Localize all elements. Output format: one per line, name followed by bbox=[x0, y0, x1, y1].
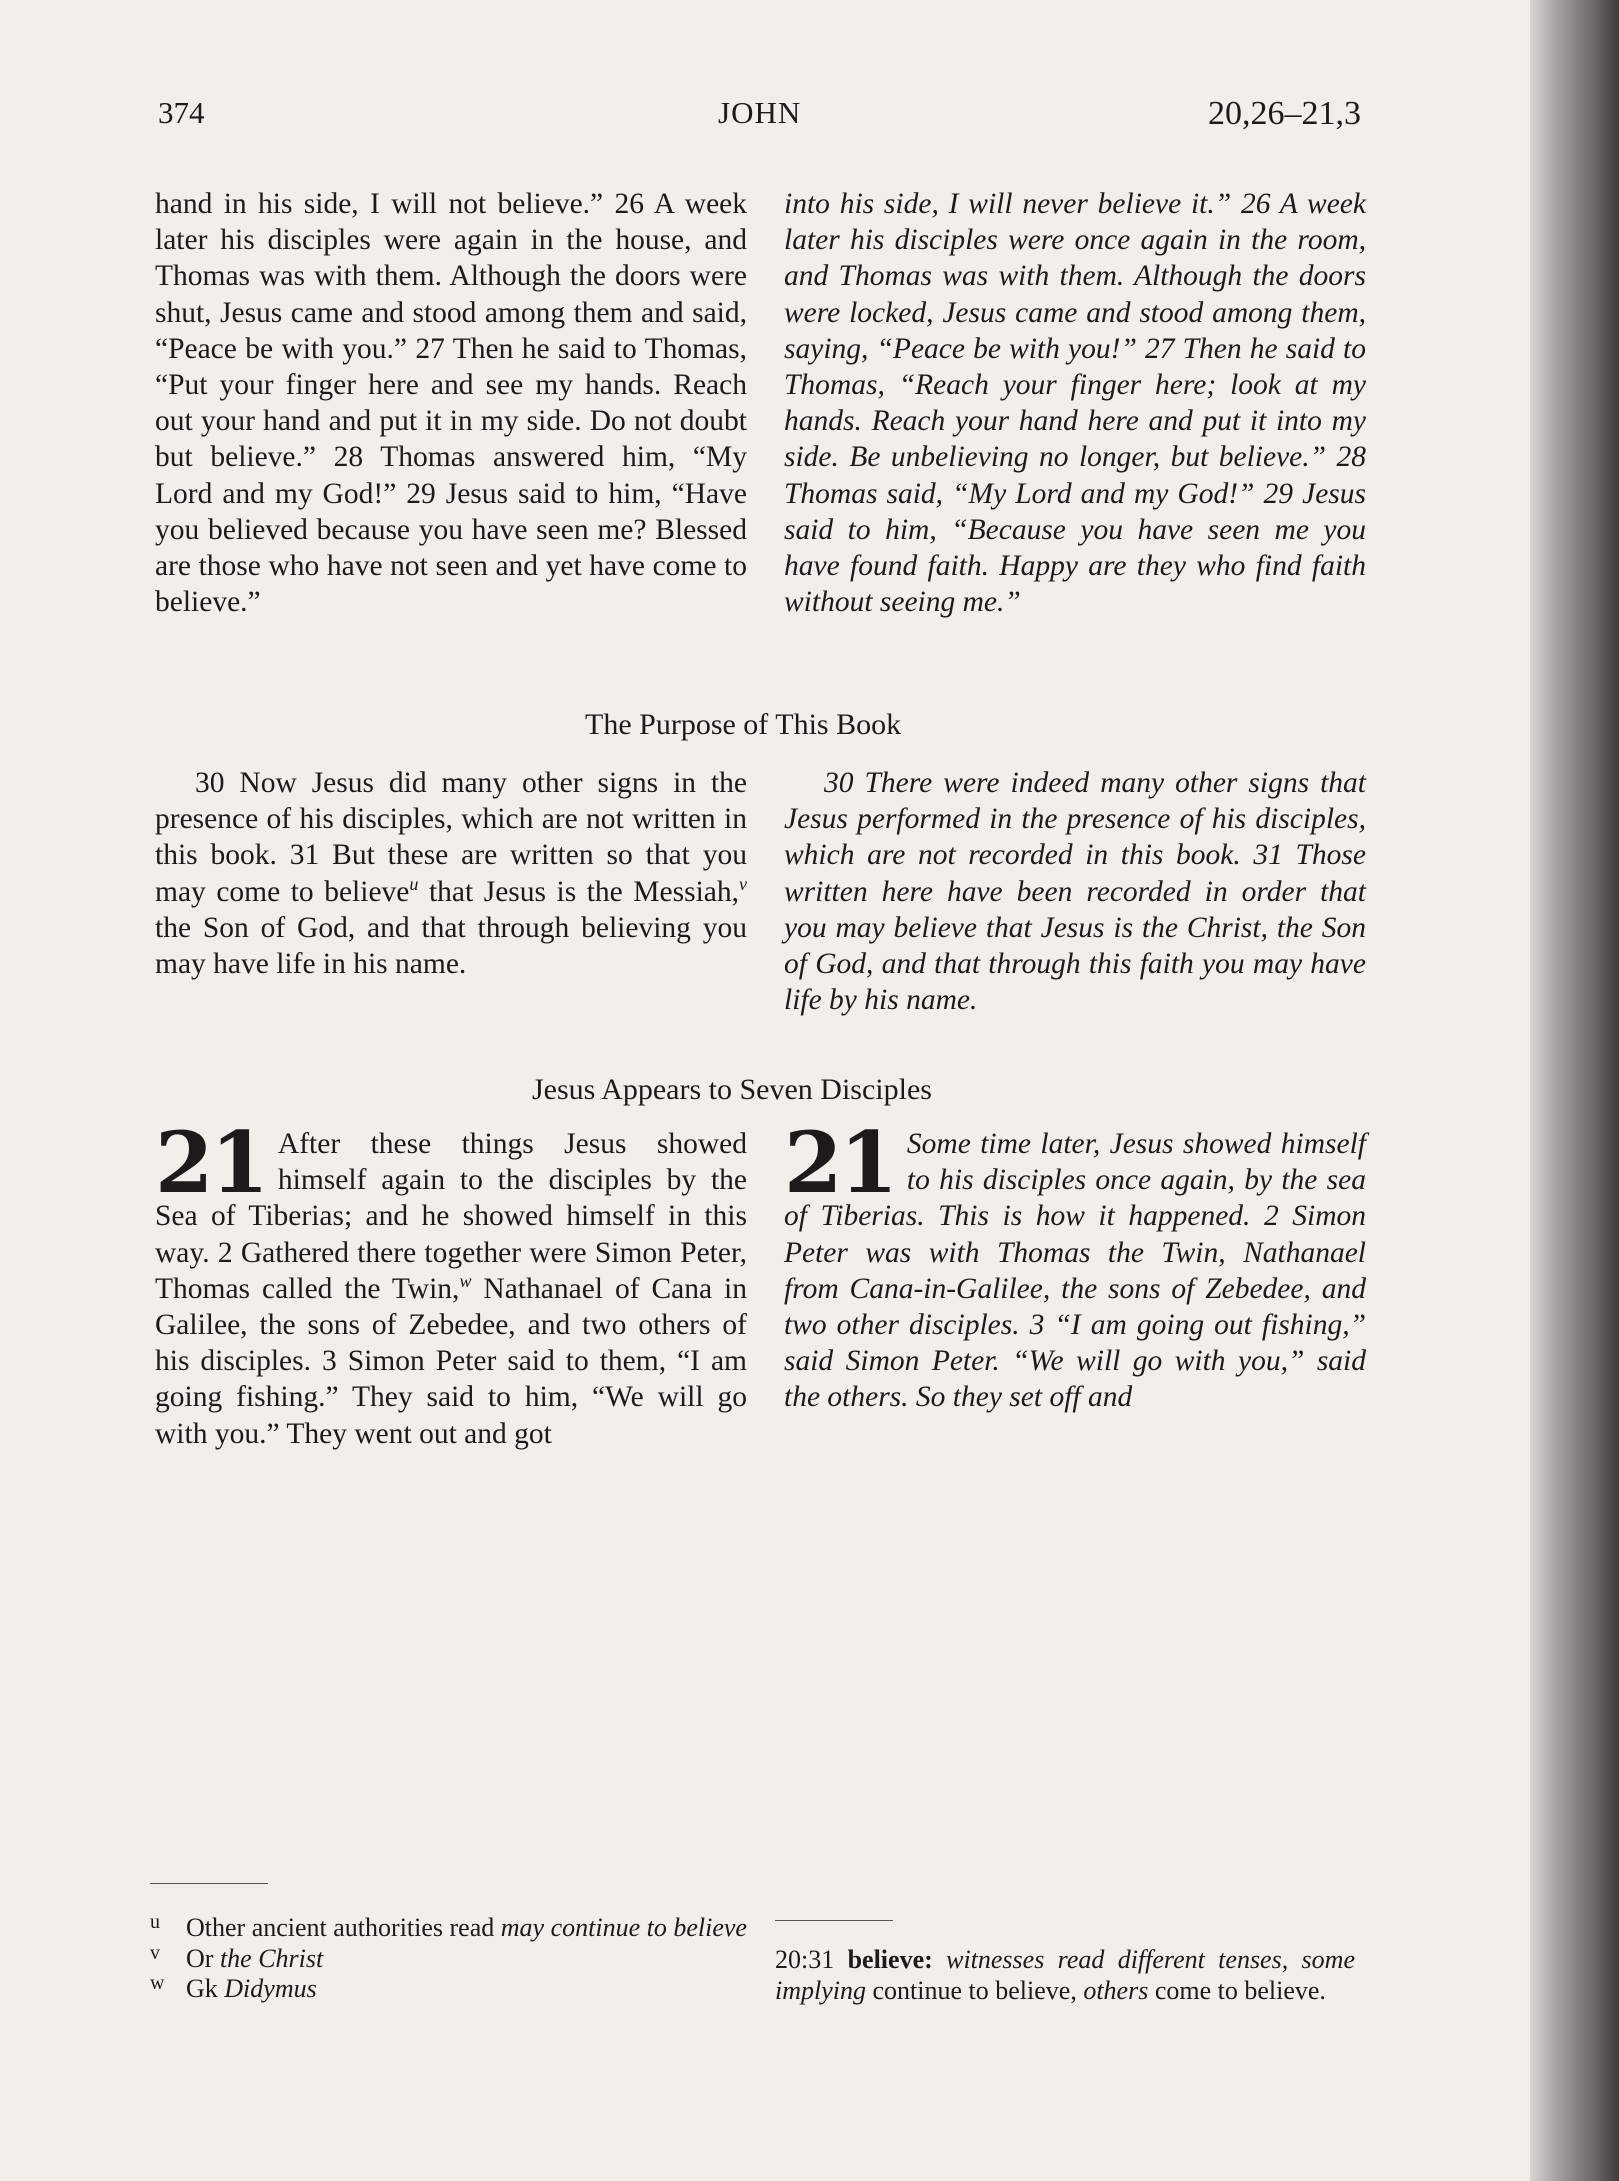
variant-plain-1: continue to believe, bbox=[866, 1975, 1084, 2005]
left-column-block-1 bbox=[155, 186, 747, 620]
right-column-block-2 bbox=[784, 765, 1366, 1018]
footnote-mark: u bbox=[150, 1911, 160, 1933]
footnote-italic: Didymus bbox=[224, 1974, 317, 2003]
variant-plain-2: come to believe. bbox=[1148, 1975, 1326, 2005]
running-head-reference: 20,26–21,3 bbox=[1208, 95, 1361, 132]
right-p3-text: Some time later, Jesus showed himself to his disciples once again, by the sea of Tiberias. This is how it happened. 2 Simon Peter was with Thomas the Twin, Nathanael from Cana-in-Galilee, the sons of Zebedee, and two other disciples. 3 “I am going out fishing,” said Simon Peter. “We will go with you,” said the others. So they set off and bbox=[784, 1128, 1366, 1414]
footnote-ref-w: w bbox=[459, 1270, 472, 1291]
footnote-italic: the Christ bbox=[219, 1943, 324, 1973]
left-p3-text-a: After these things Jesus showed himself again to the disciples by the Sea of Tiberias; and he showed himself in this way. 2 Gathered there together were Simon Peter, Thomas called the Twin, bbox=[155, 1128, 747, 1305]
footnotes-left bbox=[150, 1913, 750, 2005]
footnote-u bbox=[150, 1913, 750, 1944]
footnote-divider-left bbox=[150, 1883, 268, 1884]
section-heading-appears: Jesus Appears to Seven Disciples bbox=[532, 1073, 932, 1106]
variant-ref: 20:31 bbox=[775, 1945, 848, 1974]
chapter-number-right: 21 bbox=[784, 1113, 895, 1212]
left-p2-text-b: that Jesus is the Messiah, bbox=[418, 875, 740, 908]
page-edge-shadow bbox=[1530, 0, 1619, 2181]
variant-italic-1: witnesses read different tenses, some implying bbox=[775, 1945, 1355, 2005]
left-paragraph-3 bbox=[155, 1113, 747, 1452]
footnote-variant-note bbox=[775, 1945, 1355, 2006]
variant-lemma: believe: bbox=[847, 1945, 933, 1974]
left-column-block-3 bbox=[155, 1113, 747, 1452]
running-head-book: JOHN bbox=[718, 95, 802, 130]
right-paragraph-2: 30 There were indeed many other signs that Jesus performed in the presence of his disciples, which are not recorded in this book. 31 Those written here have been recorded in order that you may believe that Jesus is the Christ, the Son of God, and that through this faith you may have life by his name. bbox=[784, 767, 1366, 1017]
left-p2-text-a: 30 Now Jesus did many other signs in the presence of his disciples, which are not written in this book. 31 But these are written so that you may come to believe bbox=[155, 767, 747, 908]
footnote-ref-u: u bbox=[409, 873, 419, 894]
footnote-mark: v bbox=[150, 1941, 160, 1964]
right-column-block-1 bbox=[784, 186, 1366, 620]
variant-italic-2: others bbox=[1083, 1975, 1149, 2005]
page-number: 374 bbox=[158, 95, 205, 130]
footnote-text: Gk bbox=[186, 1974, 225, 2003]
left-paragraph-2 bbox=[155, 765, 747, 982]
left-column-block-2 bbox=[155, 765, 747, 982]
right-paragraph-1: into his side, I will never believe it.” 26 A week later his disciples were once again in the room, and Thomas was with them. Although the doors were locked, Jesus came and stood among them, saying, “Peace be with you!” 27 Then he said to Thomas, “Reach your finger here; look at my hands. Reach your hand here and put it into my side. Be unbelieving no longer, but believe.” 28 Thomas said, “My Lord and my God!” 29 Jesus said to him, “Because you have seen me you have found faith. Happy are they who find faith without seeing me.” bbox=[784, 188, 1366, 619]
footnote-mark: w bbox=[150, 1972, 165, 1994]
section-heading-purpose: The Purpose of This Book bbox=[585, 708, 902, 741]
chapter-number-left: 21 bbox=[155, 1113, 266, 1212]
footnote-w bbox=[150, 1974, 750, 2005]
footnote-text: Or bbox=[186, 1943, 220, 1973]
left-p3-text-b: Nathanael of Cana in Galilee, the sons of Zebedee, and two others of his disciples. 3 Simon Peter said to them, “I am going fishing.” They said to him, “We will go with you.” They went out and got bbox=[155, 1272, 747, 1450]
footnote-divider-right bbox=[775, 1920, 893, 1921]
footnote-v bbox=[150, 1941, 750, 1975]
right-column-block-3 bbox=[784, 1113, 1366, 1416]
footnote-text: Other ancient authorities read bbox=[186, 1913, 501, 1942]
left-p2-text-c: the Son of God, and that through believing you may have life in his name. bbox=[155, 911, 747, 981]
left-paragraph-1: hand in his side, I will not believe.” 26 A week later his disciples were again in the house, and Thomas was with them. Although the doors were shut, Jesus came and stood among them and said, “Peace be with you.” 27 Then he said to Thomas, “Put your finger here and see my hands. Reach out your hand and put it in my side. Do not doubt but believe.” 28 Thomas answered him, “My Lord and my God!” 29 Jesus said to him, “Have you believed because you have seen me? Blessed are those who have not seen and yet have come to believe.” bbox=[155, 188, 747, 619]
footnote-ref-v: v bbox=[739, 873, 748, 894]
right-paragraph-3 bbox=[784, 1113, 1366, 1416]
footnote-italic: may continue to believe bbox=[500, 1913, 747, 1942]
